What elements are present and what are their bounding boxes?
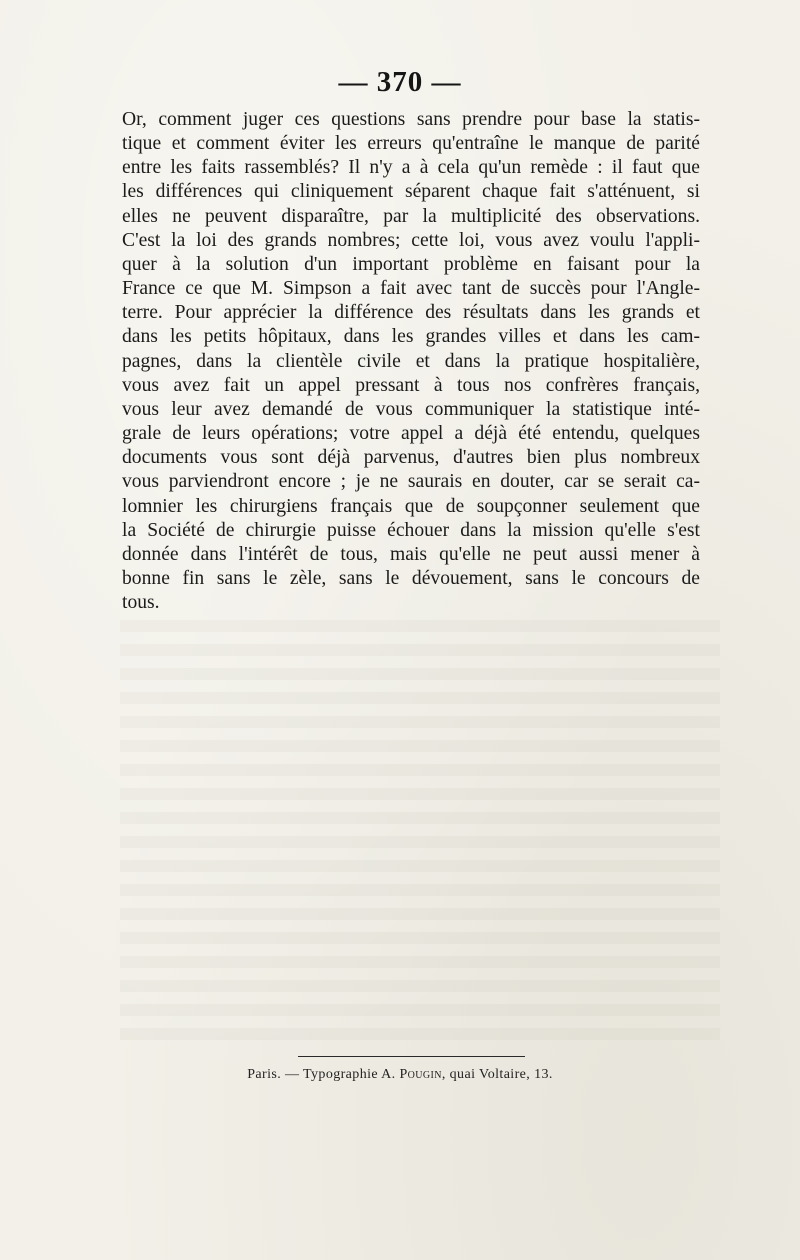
text-line: vous parviendront encore ; je ne saurais en douter, car se serait ca- bbox=[122, 471, 700, 493]
page-number: — 370 — bbox=[338, 66, 462, 98]
text-line: vous leur avez demandé de vous communiquer la statistique inté- bbox=[122, 398, 700, 420]
footer-rule bbox=[298, 1056, 525, 1057]
text-line: elles ne peuvent disparaître, par la multiplicité des observations. bbox=[122, 205, 700, 227]
text-line: les différences qui cliniquement séparent chaque fait s'atténuent, si bbox=[122, 181, 700, 203]
body-paragraph bbox=[122, 108, 700, 615]
imprint-suffix: , quai Voltaire, 13. bbox=[441, 1067, 553, 1082]
imprint-printer: Pougin bbox=[399, 1067, 442, 1082]
printer-imprint bbox=[0, 1067, 800, 1083]
text-line: terre. Pour apprécier la différence des résultats dans les grands et bbox=[122, 302, 700, 324]
text-line: dans les petits hôpitaux, dans les grandes villes et dans les cam- bbox=[122, 326, 700, 348]
text-line: France ce que M. Simpson a fait avec tant de succès pour l'Angle- bbox=[122, 278, 700, 300]
text-line: grale de leurs opérations; votre appel a déjà été entendu, quelques bbox=[122, 423, 700, 445]
text-line: tique et comment éviter les erreurs qu'entraîne le manque de parité bbox=[122, 133, 700, 155]
text-line: entre les faits rassemblés? Il n'y a à cela qu'un remède : il faut que bbox=[122, 157, 700, 179]
text-line: pagnes, dans la clientèle civile et dans la pratique hospitalière, bbox=[122, 350, 700, 372]
imprint-prefix: Paris. — Typographie A. bbox=[247, 1067, 400, 1082]
text-line: documents vous sont déjà parvenus, d'autres bien plus nombreux bbox=[122, 447, 700, 469]
text-line: bonne fin sans le zèle, sans le dévouement, sans le concours de bbox=[122, 567, 700, 589]
text-line-last: tous. bbox=[122, 592, 160, 614]
text-line: donnée dans l'intérêt de tous, mais qu'elle ne peut aussi mener à bbox=[122, 543, 700, 565]
text-line: lomnier les chirurgiens français que de soupçonner seulement que bbox=[122, 495, 700, 517]
show-through-texture bbox=[120, 620, 720, 1050]
text-line: la Société de chirurgie puisse échouer dans la mission qu'elle s'est bbox=[122, 519, 700, 541]
text-line: vous avez fait un appel pressant à tous nos confrères français, bbox=[122, 374, 700, 396]
text-line: C'est la loi des grands nombres; cette loi, vous avez voulu l'appli- bbox=[122, 229, 700, 251]
text-line: quer à la solution d'un important problème en faisant pour la bbox=[122, 253, 700, 275]
text-line: Or, comment juger ces questions sans prendre pour base la statis- bbox=[122, 109, 700, 130]
